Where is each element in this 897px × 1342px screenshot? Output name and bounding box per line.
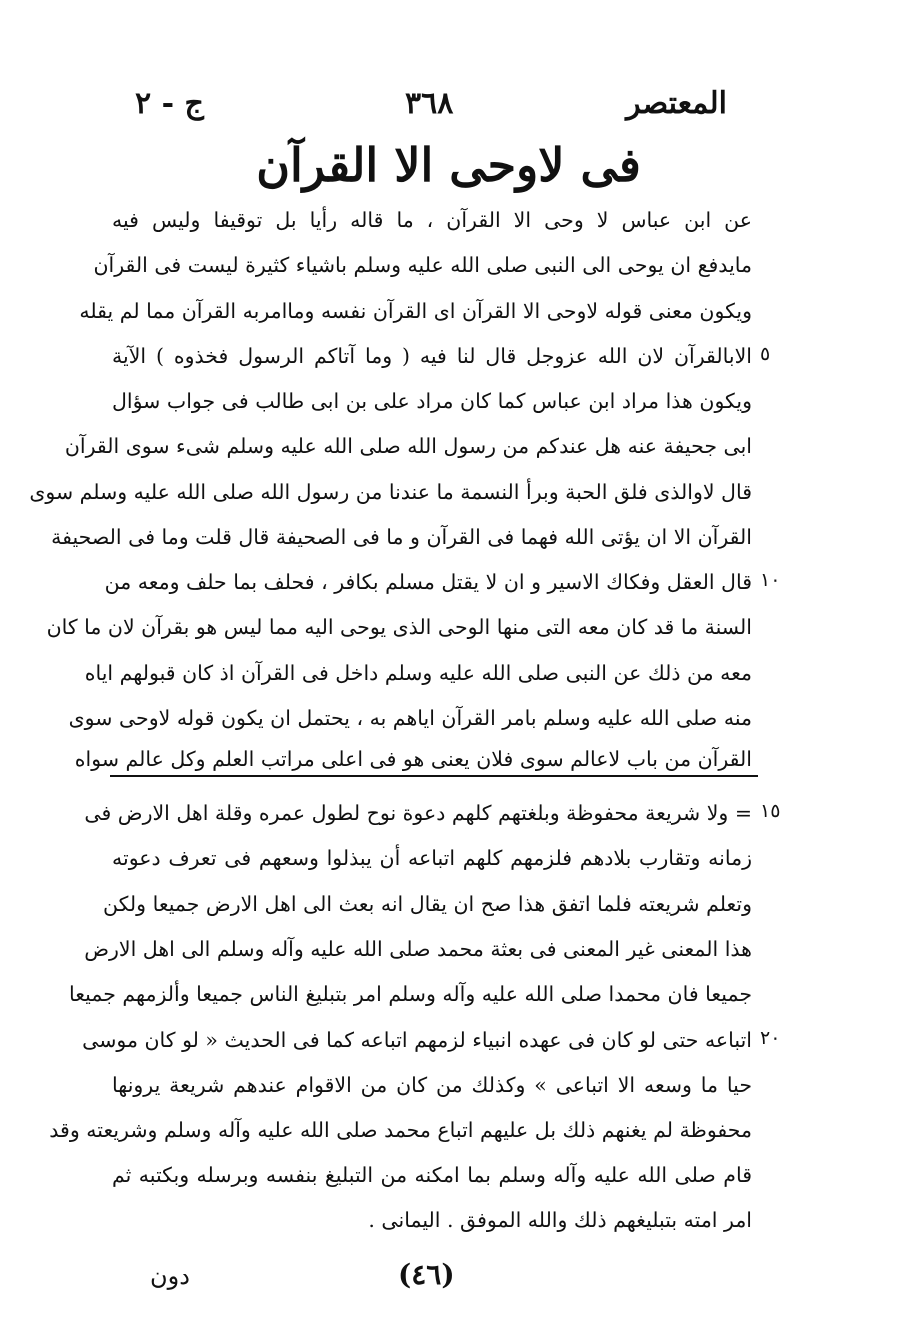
footnote-line: وتعلم شريعته فلما اتفق هذا صح ان يقال انه بعث الى اهل الارض جميعا ولكن xyxy=(102,892,752,916)
main-line: القرآن الا ان يؤتى الله فهما فى القرآن و ما فى الصحيفة قال قلت وما فى الصحيفة xyxy=(51,525,752,549)
footnote-line: زمانه وتقارب بلادهم فلزمهم كلهم اتباعه أن يبذلوا وسعهم فى تعرف دعوته xyxy=(112,846,752,870)
footnote-line: اتباعه حتى لو كان فى عهده انبياء لزمهم اتباعه كما فى الحديث « لو كان موسى xyxy=(82,1028,752,1052)
footnote-line: = ولا شريعة محفوظة وبلغتهم كلهم دعوة نوح لطول عمره وقلة اهل الارض فى xyxy=(84,801,752,825)
line-number-15: ١٥ xyxy=(760,800,781,822)
footnote-line: هذا المعنى غير المعنى فى بعثة محمد صلى الله عليه وآله وسلم الى اهل الارض xyxy=(84,937,752,961)
main-line: قال العقل وفكاك الاسير و ان لا يقتل مسلم بكافر ، فحلف بما حلف ومعه من xyxy=(104,570,752,594)
main-line: منه صلى الله عليه وسلم بامر القرآن اياهم به ، يحتمل ان يكون قوله لاوحى سوى xyxy=(68,706,752,730)
main-line: مايدفع ان يوحى الى النبى صلى الله عليه وسلم باشياء كثيرة ليست فى القرآن xyxy=(93,253,752,277)
line-number-10: ١٠ xyxy=(760,569,781,591)
footnote-line: قام صلى الله عليه وآله وسلم بما امكنه من التبليغ بنفسه وبرسله وبكتبه ثم xyxy=(112,1163,752,1187)
header-volume: ج - ٢ xyxy=(135,86,204,121)
line-number-20: ٢٠ xyxy=(760,1027,781,1049)
main-line: عن ابن عباس لا وحى الا القرآن ، ما قاله رأيا بل توقيفا وليس فيه xyxy=(112,208,752,232)
main-line: ويكون معنى قوله لاوحى الا القرآن اى القرآن نفسه وماامربه القرآن مما لم يقله xyxy=(79,299,752,323)
main-line: ابى جحيفة عنه هل عندكم من رسول الله صلى الله عليه وسلم شىء سوى القرآن xyxy=(64,434,752,458)
footnote-separator-rule xyxy=(110,775,758,777)
header-page-number: ٣٦٨ xyxy=(405,86,454,121)
footnote-line: جميعا فان محمدا صلى الله عليه وآله وسلم امر بتبليغ الناس جميعا وألزمهم جميعا xyxy=(69,982,752,1006)
footnote-line: محفوظة لم يغنهم ذلك بل عليهم اتباع محمد صلى الله عليه وآله وسلم وشريعته وقد xyxy=(49,1118,752,1142)
footer-signature: دون xyxy=(150,1262,190,1290)
footnote-line: امر امته بتبليغهم ذلك والله الموفق . اليمانى . xyxy=(368,1208,752,1232)
footnote-line: حيا ما وسعه الا اتباعى » وكذلك من كان من الاقوام عندهم شريعة يرونها xyxy=(112,1073,752,1097)
main-line: قال لاوالذى فلق الحبة وبرأ النسمة ما عندنا من رسول الله صلى الله عليه وسلم سوى xyxy=(29,480,752,504)
chapter-title: فى لاوحى الا القرآن xyxy=(256,138,641,192)
footer-sheet-number: (٤٦) xyxy=(398,1258,455,1291)
header-book-title: المعتصر xyxy=(626,86,727,121)
line-number-5: ٥ xyxy=(760,343,771,365)
main-line: الابالقرآن لان الله عزوجل قال لنا فيه ( وما آتاكم الرسول فخذوه ) الآية xyxy=(112,344,752,368)
main-line: السنة ما قد كان معه التى منها الوحى الذى يوحى اليه مما ليس هو بقرآن لان ما كان xyxy=(46,615,752,639)
main-line: معه من ذلك عن النبى صلى الله عليه وسلم داخل فى القرآن اذ كان قبولهم اياه xyxy=(84,661,752,685)
main-line: ويكون هذا مراد ابن عباس كما كان مراد على بن ابى طالب فى جواب سؤال xyxy=(112,389,752,413)
main-line: القرآن من باب لاعالم سوى فلان يعنى هو فى اعلى مراتب العلم وكل عالم سواه xyxy=(74,747,752,771)
